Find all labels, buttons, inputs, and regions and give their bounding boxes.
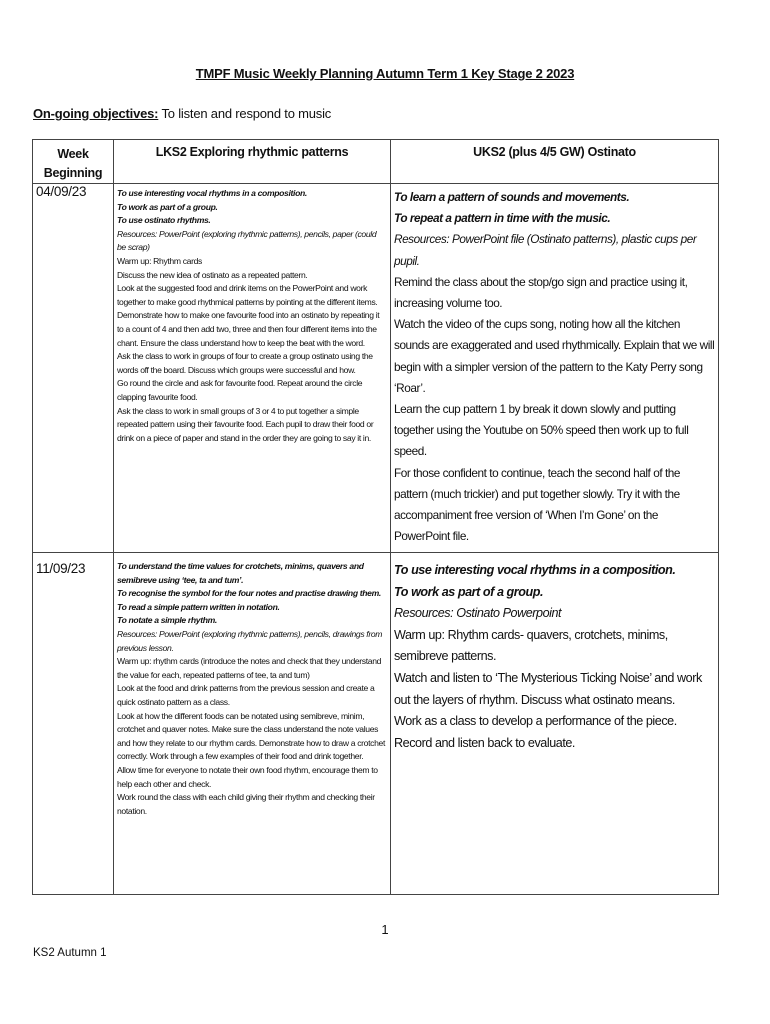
plan-line: To notate a simple rhythm.: [117, 615, 217, 626]
uks2-cell: [391, 184, 719, 553]
plan-line: Discuss the new idea of ostinato as a repeated pattern.: [117, 269, 308, 280]
objectives-text: To listen and respond to music: [161, 106, 332, 121]
header-row: [33, 140, 719, 184]
plan-line: Go round the circle and ask for favourite food. Repeat around the circle clapping favourite food.: [117, 378, 363, 402]
header-week-beginning: Week Beginning: [33, 140, 114, 184]
plan-line: Remind the class about the stop/go sign and practice using it, increasing volume too.: [394, 274, 688, 311]
plan-line: Warm up: Rhythm cards: [117, 255, 202, 266]
plan-line: Watch and listen to ‘The Mysterious Ticking Noise’ and work out the layers of rhythm. Discuss what ostinato means.: [394, 670, 702, 707]
plan-line: Resources: PowerPoint (exploring rhythmic patterns), pencils, paper (could be scrap): [117, 228, 377, 253]
week-row: [33, 553, 719, 895]
plan-line: To use interesting vocal rhythms in a composition.: [394, 563, 676, 577]
plan-line: Allow time for everyone to notate their own food rhythm, encourage them to help each other and check.: [117, 764, 378, 789]
weekly-planning-table: [32, 139, 719, 895]
plan-line: Warm up: rhythm cards (introduce the notes and check that they understand the value for each, repeated patterns of tee, ta and tum): [117, 656, 382, 680]
plan-line: Look at the food and drink patterns from the previous session and create a quick ostinato pattern as a class.: [117, 683, 375, 707]
uks2-cell: [391, 553, 719, 895]
ongoing-objectives: [33, 106, 331, 121]
plan-line: To use ostinato rhythms.: [117, 215, 211, 226]
header-uks2: UKS2 (plus 4/5 GW) Ostinato: [391, 140, 719, 184]
plan-line: Ask the class to work in groups of four to create a group ostinato using the words off the board. Discuss which groups were successful and how.: [117, 351, 373, 375]
plan-line: Resources: Ostinato Powerpoint: [394, 606, 562, 621]
lks2-cell: [114, 184, 391, 553]
plan-line: To repeat a pattern in time with the music.: [394, 211, 611, 226]
plan-line: Work as a class to develop a performance of the piece. Record and listen back to evaluate.: [394, 714, 677, 750]
objectives-label: On-going objectives:: [33, 106, 159, 121]
plan-line: To understand the time values for crotchets, minims, quavers and semibreve using ‘tee, ta and tum’.: [117, 561, 364, 585]
week-date: 11/09/23: [33, 553, 114, 895]
plan-line: Resources: PowerPoint file (Ostinato patterns), plastic cups per pupil.: [394, 232, 697, 268]
footer-text: KS2 Autumn 1: [33, 947, 107, 959]
plan-line: Resources: PowerPoint (exploring rhythmic patterns), pencils, drawings from previous lesson.: [117, 628, 383, 653]
plan-line: To use interesting vocal rhythms in a composition.: [117, 188, 307, 198]
plan-line: Watch the video of the cups song, noting how all the kitchen sounds are exaggerated and used rhythmically. Explain that we will begin with a simpler version of the pattern to the Katy Perry song ‘Roar’.: [394, 317, 715, 395]
plan-line: To learn a pattern of sounds and movements.: [394, 190, 630, 204]
week-row: [33, 184, 719, 553]
plan-line: For those confident to continue, teach the second half of the pattern (much trickier) and put together slowly. Try it with the accompaniment free version of ‘When I’m Gone’ on the PowerPoint file.: [394, 465, 681, 544]
plan-line: To work as part of a group.: [394, 584, 544, 599]
plan-line: Look at the suggested food and drink items on the PowerPoint and work together to make good rhythmical patterns by pointing at the different items.: [117, 283, 378, 307]
document-title: TMPF Music Weekly Planning Autumn Term 1 Key Stage 2 2023: [195, 66, 575, 81]
plan-line: To recognise the symbol for the four notes and practise drawing them. To read a simple pattern written in notation.: [117, 588, 381, 612]
plan-line: Learn the cup pattern 1 by break it down slowly and putting together using the Youtube on 50% speed then work up to full speed.: [394, 402, 689, 459]
plan-line: To work as part of a group.: [117, 201, 218, 212]
plan-line: Warm up: Rhythm cards- quavers, crotchets, minims, semibreve patterns.: [394, 627, 668, 664]
lks2-cell: [114, 553, 391, 895]
plan-line: Demonstrate how to make one favourite food into an ostinato by repeating it to a count of 4 and then add two, three and then four different items into the chant. Ensure the class understand how to keep the beat with the word.: [117, 310, 380, 348]
plan-line: Look at how the different foods can be notated using semibreve, minim, crotchet and quaver notes. Make sure the class understand the note values and how they relate to our rhythm cards. Demonstrate how to draw a crotchet correctly. Work through a few examples of their food and drink together.: [117, 710, 385, 762]
page-number: 1: [381, 922, 389, 937]
week-date: 04/09/23: [33, 184, 114, 553]
plan-line: Ask the class to work in small groups of 3 or 4 to put together a simple repeated pattern using their favourite food. Each pupil to draw their food or drink on a piece of paper and stand in the order they are going to say it in.: [117, 405, 374, 443]
plan-line: Work round the class with each child giving their rhythm and checking their notation.: [117, 792, 375, 816]
header-lks2: LKS2 Exploring rhythmic patterns: [114, 140, 391, 184]
